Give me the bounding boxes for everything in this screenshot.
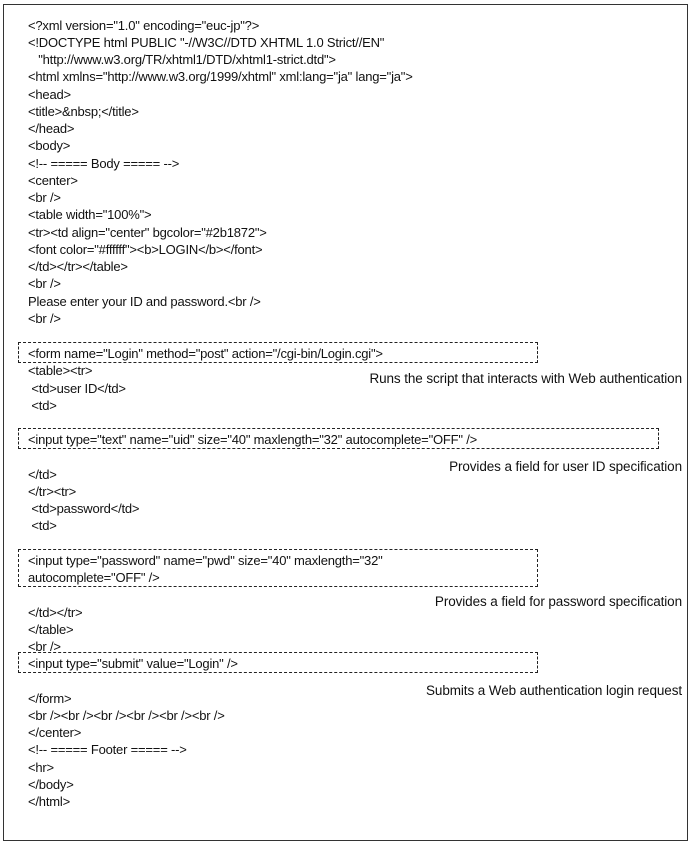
code-line: <br /><br /><br /><br /><br /><br /> (28, 708, 225, 723)
code-line: </td> (28, 467, 57, 482)
code-line: <br /> (28, 276, 61, 291)
code-line: <tr><td align="center" bgcolor="#2b1872"> (28, 225, 267, 240)
code-line: </tr><tr> (28, 484, 77, 499)
code-line: <hr> (28, 760, 54, 775)
code-line: Please enter your ID and password.<br /> (28, 294, 261, 309)
code-line: <html xmlns="http://www.w3.org/1999/xhtml" xml:lang="ja" lang="ja"> (28, 69, 413, 84)
code-line: <!-- ===== Body ===== --> (28, 156, 180, 171)
form-annotation: Runs the script that interacts with Web authentication (369, 371, 682, 386)
code-line: <!-- ===== Footer ===== --> (28, 742, 187, 757)
code-line: "http://www.w3.org/TR/xhtml1/DTD/xhtml1-strict.dtd"> (28, 52, 336, 67)
code-line: autocomplete="OFF" /> (28, 570, 160, 585)
code-line: </body> (28, 777, 74, 792)
code-line: <title>&nbsp;</title> (28, 104, 139, 119)
code-line: <br /> (28, 639, 61, 654)
pwd-annotation: Provides a field for password specification (434, 594, 682, 609)
uid-annotation: Provides a field for user ID specification (449, 459, 682, 474)
code-line: <?xml version="1.0" encoding="euc-jp"?> (28, 18, 260, 33)
code-line: </td></tr> (28, 605, 83, 620)
code-line: <font color="#ffffff"><b>LOGIN</b></font> (28, 242, 263, 257)
code-line: </html> (28, 794, 70, 809)
code-line: </td></tr></table> (28, 259, 128, 274)
code-line: <input type="submit" value="Login" /> (28, 656, 238, 671)
code-line: <td> (28, 398, 57, 413)
code-line: <br /> (28, 190, 61, 205)
code-line: <table width="100%"> (28, 207, 152, 222)
code-line: </head> (28, 121, 75, 136)
code-line: <br /> (28, 311, 61, 326)
submit-annotation: Submits a Web authentication login request (426, 683, 682, 698)
code-line: </table> (28, 622, 74, 637)
code-line: <input type="password" name="pwd" size="40" maxlength="32" (28, 553, 383, 568)
code-line: <form name="Login" method="post" action="/cgi-bin/Login.cgi"> (28, 346, 383, 361)
code-line: <head> (28, 87, 71, 102)
code-line: </form> (28, 691, 72, 706)
code-line: </center> (28, 725, 82, 740)
code-line: <td>password</td> (28, 501, 140, 516)
code-line: <center> (28, 173, 78, 188)
code-line: <body> (28, 138, 71, 153)
code-line: <input type="text" name="uid" size="40" maxlength="32" autocomplete="OFF" /> (28, 432, 478, 447)
code-line: <table><tr> (28, 363, 93, 378)
code-line: <td> (28, 518, 57, 533)
code-line: <td>user ID</td> (28, 381, 126, 396)
code-line: <!DOCTYPE html PUBLIC "-//W3C//DTD XHTML 1.0 Strict//EN" (28, 35, 385, 50)
